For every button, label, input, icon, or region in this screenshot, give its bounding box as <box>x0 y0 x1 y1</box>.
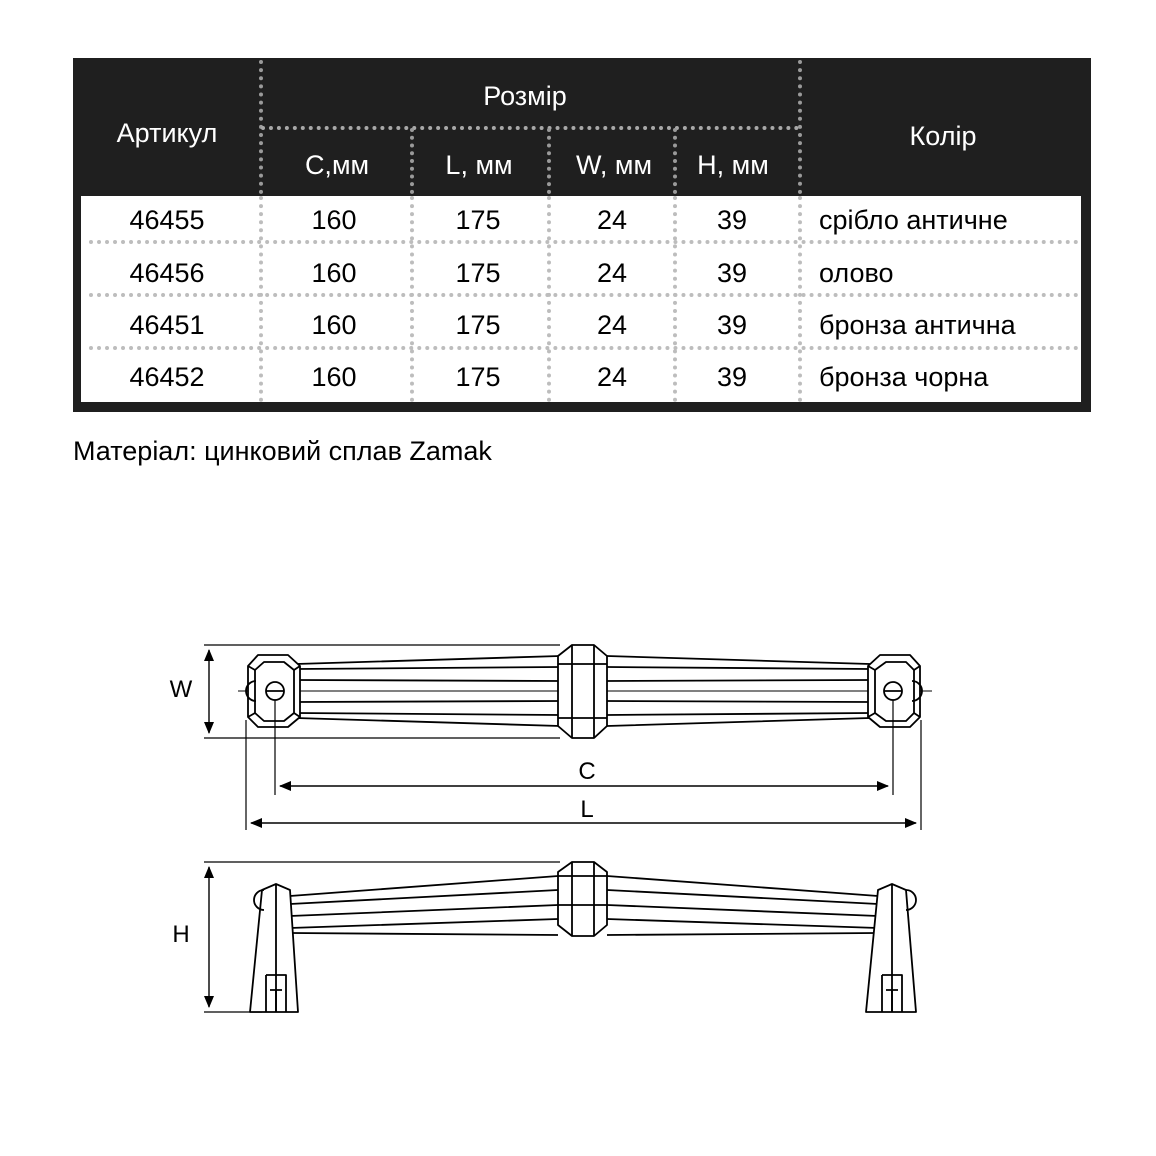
table-cell-l: 175 <box>455 205 501 235</box>
left-leg <box>250 884 298 1012</box>
label-l: L <box>580 796 594 823</box>
header-h: Н, мм <box>697 150 769 180</box>
table-cell-w: 24 <box>596 205 628 235</box>
header-c: С,мм <box>304 150 370 180</box>
table-cell-c: 160 <box>311 205 357 235</box>
top-view <box>204 645 932 830</box>
material-note: Матеріал: цинковий сплав Zamak <box>73 436 492 466</box>
table-cell-article: 46455 <box>129 205 205 235</box>
label-h: H <box>172 921 190 948</box>
table-cell-l: 175 <box>455 362 501 392</box>
label-c: C <box>578 758 596 785</box>
center-boss <box>558 645 607 738</box>
table-cell-color: олово <box>819 258 894 288</box>
table-cell-c: 160 <box>311 362 357 392</box>
label-w: W <box>169 676 193 703</box>
table-cell-article: 46456 <box>129 258 205 288</box>
header-l: L, мм <box>445 150 513 180</box>
table-cell-color: бронза антична <box>819 310 1016 340</box>
table-cell-h: 39 <box>716 362 748 392</box>
header-w: W, мм <box>575 150 653 180</box>
table-cell-l: 175 <box>455 310 501 340</box>
table-cell-color: срібло античне <box>819 205 1008 235</box>
table-cell-w: 24 <box>596 258 628 288</box>
side-view <box>204 862 916 1012</box>
table-cell-h: 39 <box>716 205 748 235</box>
header-article: Артикул <box>116 118 218 148</box>
table-cell-c: 160 <box>311 310 357 340</box>
table-cell-h: 39 <box>716 258 748 288</box>
table-cell-l: 175 <box>455 258 501 288</box>
table-cell-w: 24 <box>596 362 628 392</box>
table-cell-color: бронза чорна <box>819 362 989 392</box>
header-color: Колір <box>909 121 977 151</box>
table-cell-w: 24 <box>596 310 628 340</box>
table-cell-article: 46452 <box>129 362 205 392</box>
center-boss-side <box>558 862 607 936</box>
table-cell-h: 39 <box>716 310 748 340</box>
header-size-group: Розмір <box>483 81 567 111</box>
table-cell-article: 46451 <box>129 310 205 340</box>
table-cell-c: 160 <box>311 258 357 288</box>
